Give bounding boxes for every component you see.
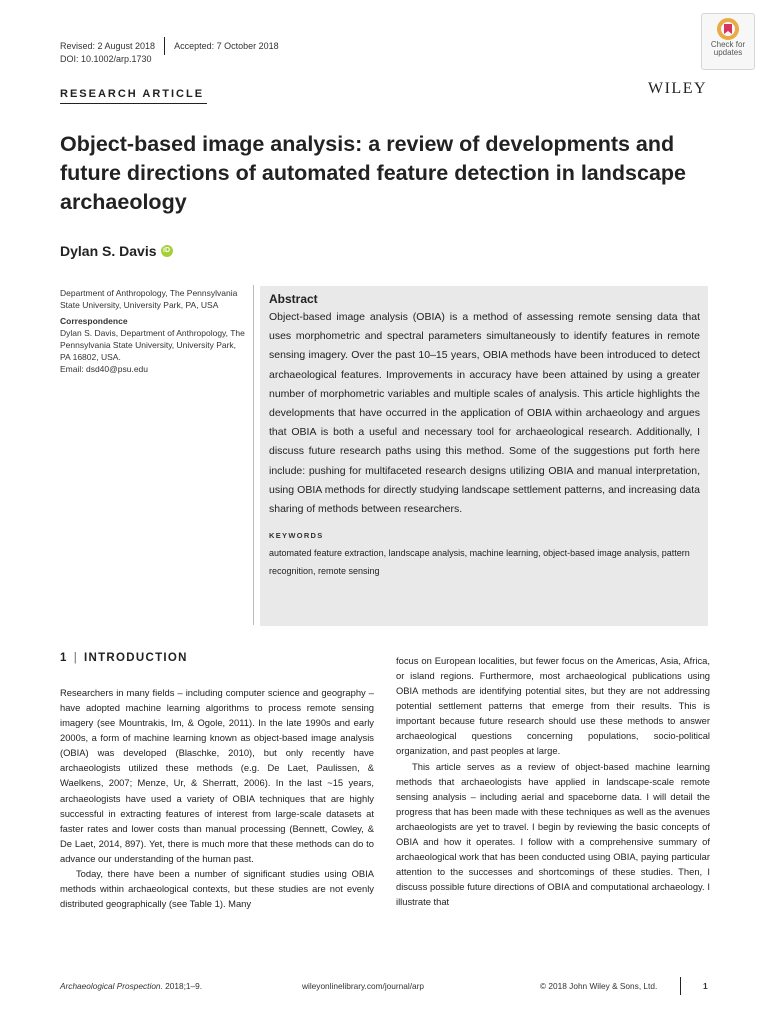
- publisher-logo: WILEY: [648, 80, 708, 97]
- abstract-heading: Abstract: [269, 292, 318, 306]
- section-number: 1: [60, 652, 68, 664]
- abstract-box: [260, 286, 708, 626]
- article-dates: [60, 37, 279, 55]
- author-line: [60, 243, 173, 259]
- footer-journal: Archaeological Prospection: [60, 981, 161, 991]
- section-separator: |: [73, 652, 78, 664]
- body-column-right: [396, 653, 710, 909]
- correspondence-email[interactable]: Email: dsd40@psu.edu: [60, 364, 149, 374]
- author-name[interactable]: Dylan S. Davis: [60, 243, 157, 259]
- body-column-left: [60, 685, 374, 911]
- date-divider: [164, 37, 165, 55]
- accepted-date: Accepted: 7 October 2018: [174, 41, 279, 51]
- keywords-list: automated feature extraction, landscape analysis, machine learning, object-based image analysis, pattern recognition, remote sensing: [269, 548, 690, 576]
- check-for-updates-button[interactable]: [701, 13, 755, 70]
- body-paragraph-3: This article serves as a review of object-based machine learning methods that archaeologists have applied in landscape-scale remote sensing analysis – including aerial and spaceborne data. I will detail the progress that has been made with these techniques as well as the avenues archaeologists are yet to travel. I begin by reviewing the basic concepts of OBIA and how it operates. I follow with a comprehensive summary of archaeological work that has been conducted using OBIA, paying particular attention to the successes and shortcomings of these studies. Then, I discuss possible future directions of OBIA and computational archaeology. I illustrate that: [396, 760, 710, 908]
- page-number: 1: [703, 981, 708, 991]
- body-paragraph-1: Researchers in many fields – including computer science and geography – have adopted machine learning algorithms to process remote sensing imagery (see Mountrakis, Im, & Ogole, 2011). In the late 1990s and early 2000s, a form of machine learning known as object-based image analysis (OBIA) was developed (Blaschke, 2010), but only recently have archaeologists utilized these methods (e.g. De Laet, Paulissen, & Waelkens, 2007; Menze, Ur, & Sherratt, 2006). In the last ~15 years, archaeologists have used a variety of OBIA techniques that are highly successful in extracting features of interest from large-scale datasets at faster rates and lower costs than manual processing (Bennett, Cowley, & De Laet, 2014, 897). Yet, there is much more that these methods can do to advance our understanding of the human past.: [60, 687, 374, 864]
- footer-copyright: © 2018 John Wiley & Sons, Ltd.: [540, 981, 658, 991]
- footer-url[interactable]: wileyonlinelibrary.com/journal/arp: [302, 981, 425, 991]
- article-type-underline: [60, 103, 207, 104]
- keywords-heading: KEYWORDS: [269, 531, 324, 541]
- affiliation-text: Department of Anthropology, The Pennsylvania State University, University Park, PA, USA: [60, 288, 238, 310]
- doi-link[interactable]: DOI: 10.1002/arp.1730: [60, 54, 152, 64]
- correspondence-heading: Correspondence: [60, 316, 128, 326]
- updates-label-line2: updates: [713, 48, 743, 57]
- orcid-icon[interactable]: iD: [161, 245, 173, 257]
- body-paragraph-2: Today, there have been a number of significant studies using OBIA methods within archaeological contexts, but these studies are not evenly distributed geographically (see Table 1). Many: [60, 867, 374, 910]
- sidebar-divider: [253, 285, 254, 625]
- revised-date: Revised: 2 August 2018: [60, 41, 156, 51]
- bookmark-icon: [717, 18, 739, 40]
- footer-citation: [60, 981, 202, 991]
- article-type-label: RESEARCH ARTICLE: [60, 88, 205, 100]
- footer-divider: [680, 977, 681, 995]
- section-heading: [60, 652, 188, 664]
- footer-citation-detail: . 2018;1–9.: [160, 981, 203, 991]
- correspondence-text: Dylan S. Davis, Department of Anthropology, The Pennsylvania State University, University Park, PA 16802, USA.: [60, 328, 245, 362]
- body-paragraph-2-continued: focus on European localities, but fewer focus on the Americas, Asia, Africa, or island regions. Furthermore, most archaeological publications using OBIA methods are identifying potential sites, but they are not addressing potential settlement patterns that emerge from their results. This is important because future research should use these methods to answer archaeological questions concerning populations, socio-political organization, and past peoples at large.: [396, 655, 710, 757]
- article-title: Object-based image analysis: a review of developments and future directions of automated feature detection in landscape archaeology: [60, 132, 686, 214]
- updates-label-line1: Check for: [710, 40, 746, 49]
- affiliation-block: [60, 287, 245, 375]
- section-title: INTRODUCTION: [84, 652, 188, 664]
- abstract-text: Object-based image analysis (OBIA) is a method of assessing remote sensing data that uses morphometric and spectral parameters simultaneously to identify features in remote sensing imagery. Over the past 10–15 years, OBIA methods have been introduced to detect archaeological features. Improvements in accuracy have been attained by using a greater number of morphometric variables and multiple scales of analysis. This article highlights the developments that have occurred in the application of OBIA within archaeology and argues that OBIA is both a useful and necessary tool for archaeological research. Additionally, I discuss future research paths using this method. Some of the suggestions put forth here include: pushing for multifaceted research designs utilizing OBIA and manual interpretation, using OBIA methods for directly studying landscape settlement patterns, and increasing data sharing of methods between researchers.: [269, 311, 700, 516]
